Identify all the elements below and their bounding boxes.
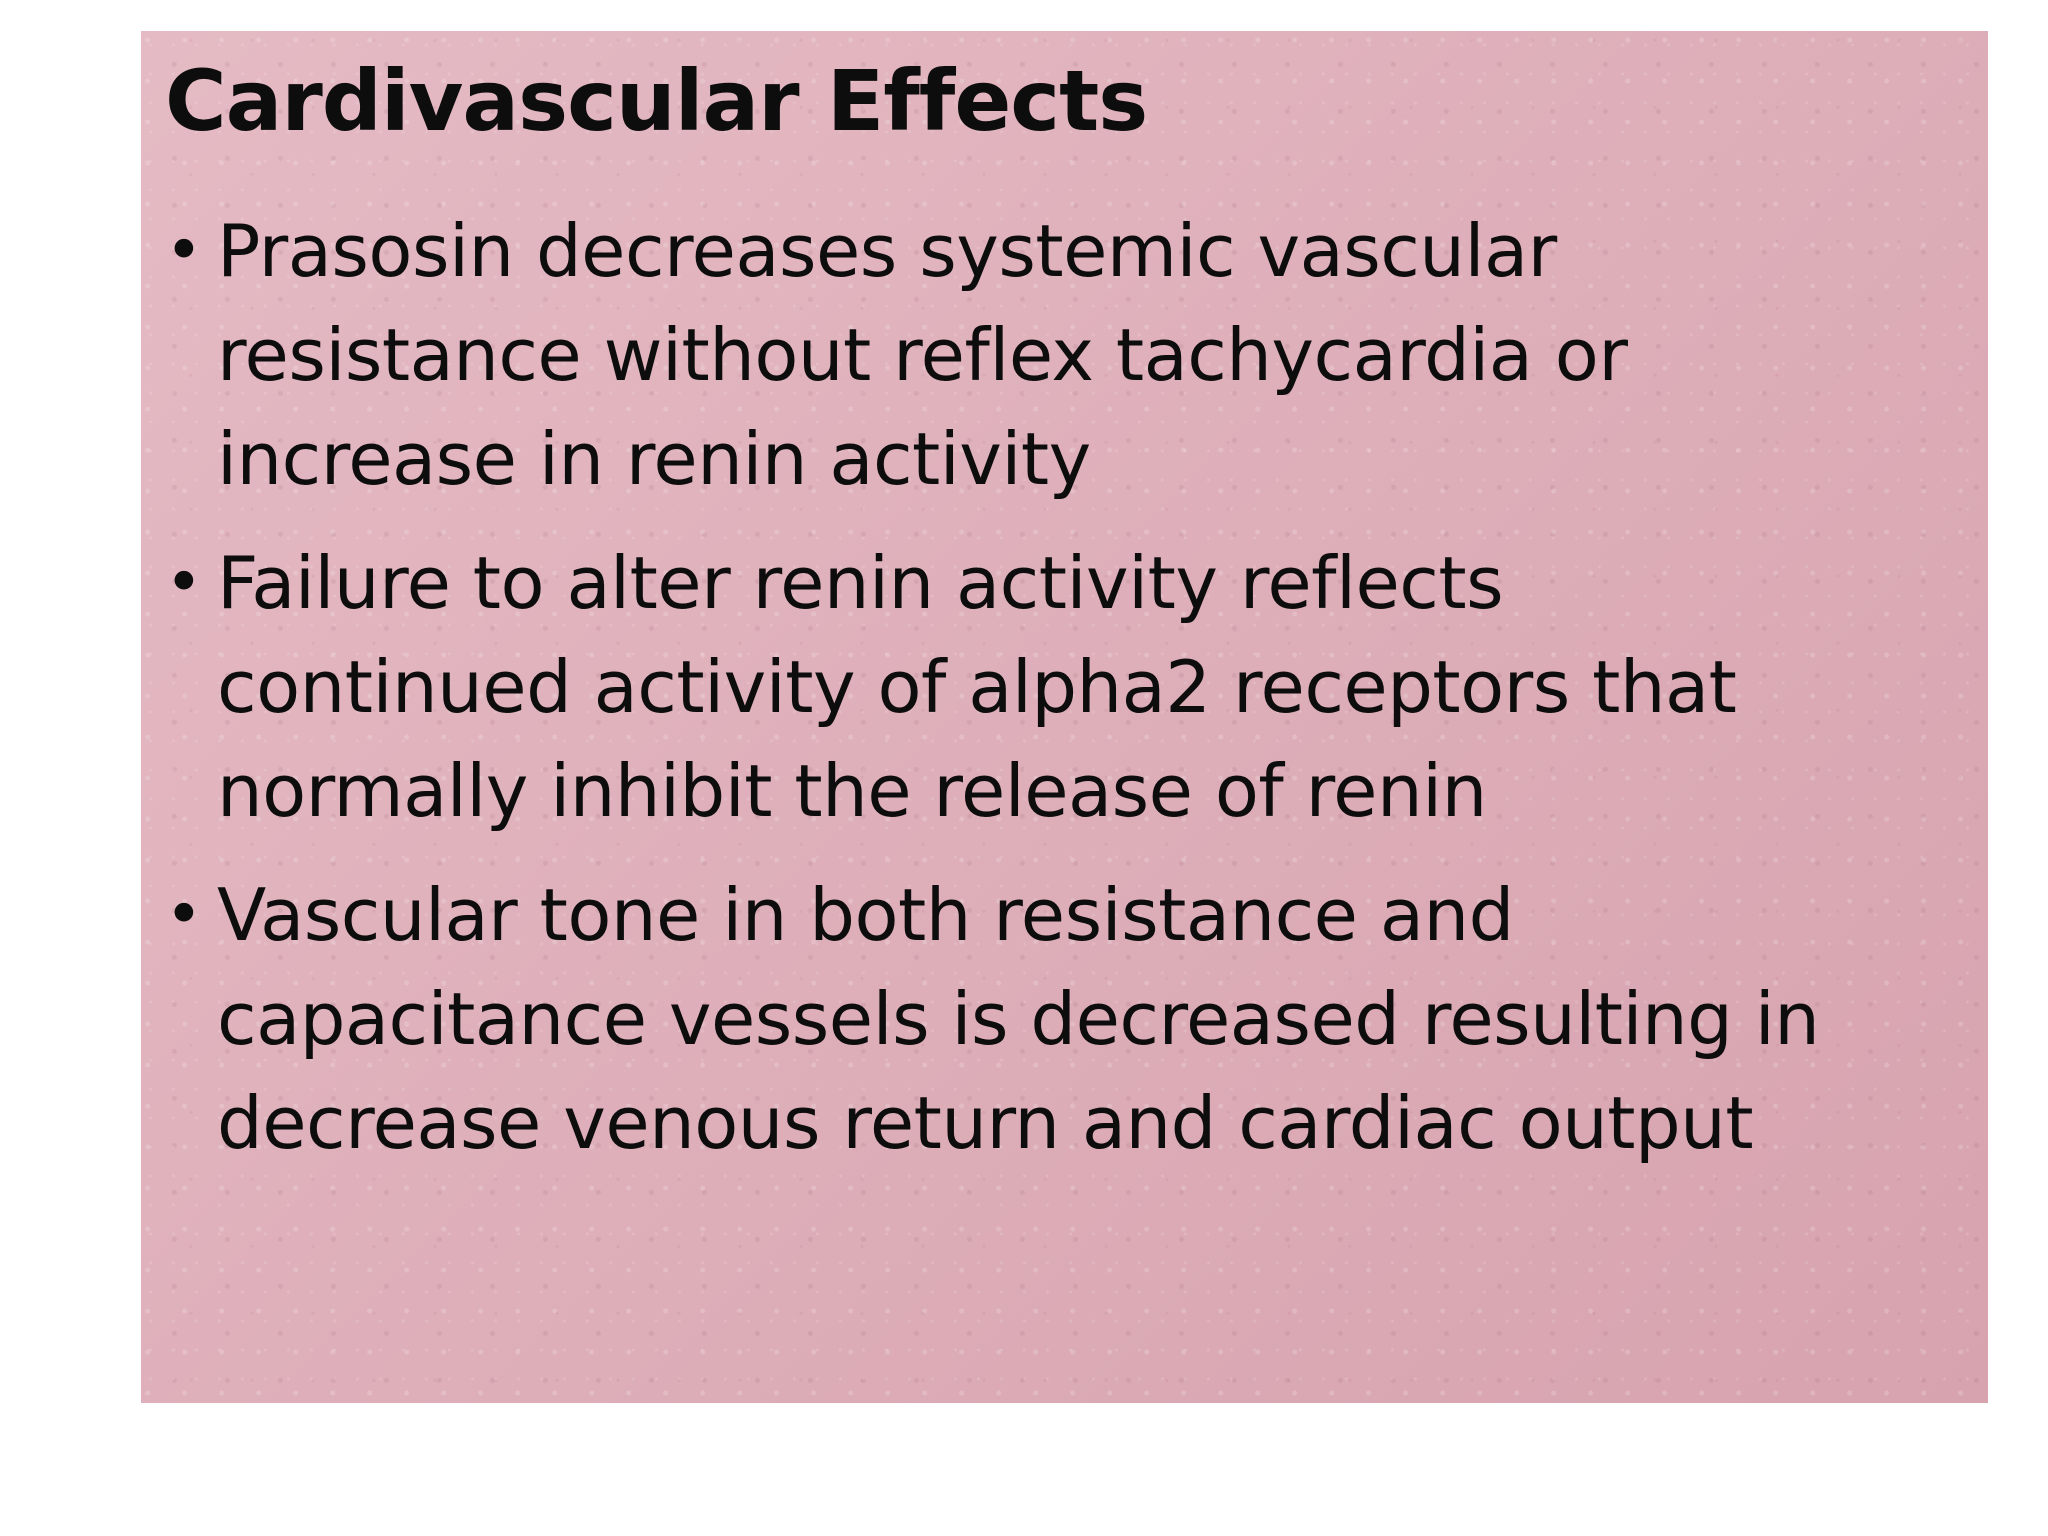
bullet-line: decrease venous return and cardiac output [217, 1081, 1754, 1165]
bullet-icon: • [165, 878, 203, 952]
bullet-line: increase in renin activity [217, 417, 1091, 501]
bullet-item [165, 199, 1965, 511]
bullet-line: normally inhibit the release of renin [217, 749, 1487, 833]
bullet-item [165, 863, 1965, 1175]
bullet-item [165, 531, 1965, 843]
slide-title: Cardivascular Effects [165, 52, 1148, 150]
bullet-icon: • [165, 214, 203, 288]
slide [141, 31, 1988, 1403]
bullet-icon: • [165, 546, 203, 620]
bullet-line: resistance without reflex tachycardia or [217, 313, 1628, 397]
bullet-line: continued activity of alpha2 receptors that [217, 645, 1737, 729]
bullet-line: Vascular tone in both resistance and [217, 873, 1514, 957]
bullet-line: Prasosin decreases systemic vascular [217, 209, 1557, 293]
bullet-line: capacitance vessels is decreased resulting in [217, 977, 1820, 1061]
bullet-list [165, 199, 1965, 1195]
bullet-line: Failure to alter renin activity reflects [217, 541, 1504, 625]
